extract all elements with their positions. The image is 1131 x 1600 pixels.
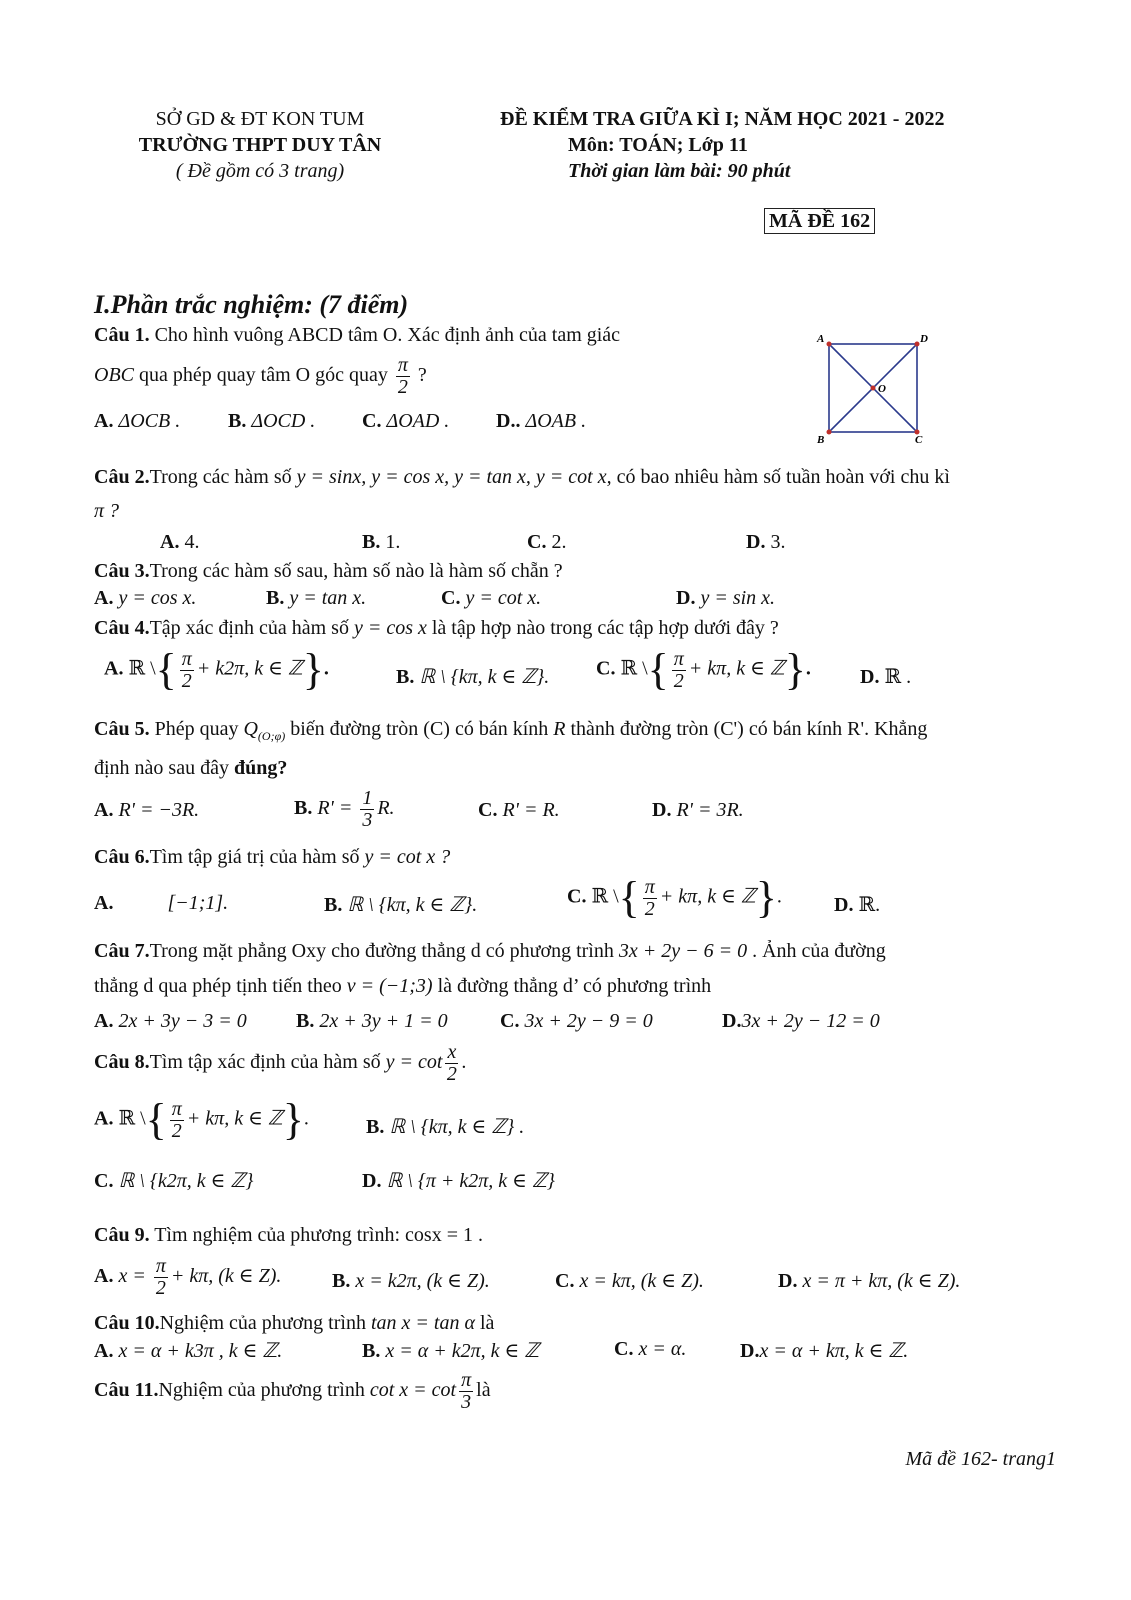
department-name: SỞ GD & ĐT KON TUM [155, 108, 365, 130]
q6-option-b[interactable]: B. ℝ \ {kπ, k ∈ ℤ}. [324, 894, 478, 916]
pages-note: ( Đề gồm có 3 trang) [175, 160, 345, 182]
q5-option-b[interactable]: B. R' = $\frac{1}{3}$ R. [294, 787, 395, 831]
q9-option-b[interactable]: B. x = k2π, (k ∈ Z). [332, 1270, 490, 1292]
q5-option-a[interactable]: A. R' = −3R. [94, 799, 200, 821]
q4-option-d[interactable]: D. ℝ . [860, 666, 912, 688]
q7-option-b[interactable]: B. 2x + 3y + 1 = 0 [296, 1010, 448, 1032]
q10-label: Câu 10. [94, 1312, 160, 1334]
q6-stem: Câu 6.Tìm tập giá trị của hàm số y = cot x ? [94, 846, 451, 868]
q5-label: Câu 5. [94, 718, 150, 740]
q3-option-b[interactable]: B. y = tan x. [266, 587, 367, 609]
q10-option-b[interactable]: B. x = α + k2π, k ∈ ℤ [362, 1340, 540, 1362]
q2-option-c[interactable]: C. 2. [527, 531, 567, 553]
q1-stem: Câu 1. Cho hình vuông ABCD tâm O. Xác định ảnh của tam giác [94, 324, 621, 346]
q3-option-c[interactable]: C. y = cot x. [441, 587, 542, 609]
square-figure [812, 330, 932, 445]
q7-stem-line2: thẳng d qua phép tịnh tiến theo v = (−1;3) là đường thẳng d’ có phương trình [94, 975, 712, 997]
q1-label: Câu 1. [94, 324, 150, 346]
q1-option-a[interactable]: A. ΔOCB . [94, 410, 181, 432]
q10-option-d[interactable]: D.x = α + kπ, k ∈ ℤ. [740, 1340, 909, 1362]
q7-option-d[interactable]: D.3x + 2y − 12 = 0 [722, 1010, 880, 1032]
page-footer: Mã đề 162- trang1 [905, 1448, 1056, 1470]
q3-option-a[interactable]: A. y = cos x. [94, 587, 197, 609]
exam-title: ĐỀ KIỂM TRA GIỮA KÌ I; NĂM HỌC 2021 - 2022 [500, 108, 945, 130]
q10-option-a[interactable]: A. x = α + k3π , k ∈ ℤ. [94, 1340, 283, 1362]
q6-option-a[interactable]: A. [−1;1]. [94, 892, 229, 914]
q4-stem: Câu 4.Tập xác định của hàm số y = cos x là tập hợp nào trong các tập hợp dưới đây ? [94, 617, 779, 639]
q7-option-c[interactable]: C. 3x + 2y − 9 = 0 [500, 1010, 653, 1032]
q8-label: Câu 8. [94, 1051, 150, 1074]
q11-stem: Câu 11.Nghiệm của phương trình cot x = cot $\frac{\pi}{3}$ là [94, 1369, 491, 1413]
vertex-d [915, 342, 920, 347]
section-title: I.Phần trắc nghiệm: (7 điểm) [94, 290, 409, 319]
q4-option-a[interactable]: A. ℝ \{ $\frac{\pi}{2}$ + k2π, k ∈ ℤ}. [104, 645, 329, 694]
school-name: TRƯỜNG THPT DUY TÂN [138, 134, 382, 156]
q8-stem: Câu 8.Tìm tập xác định của hàm số y = cot $\frac{x}{2}$ . [94, 1041, 467, 1085]
exam-code-box [764, 210, 875, 233]
vertex-b [827, 430, 832, 435]
q9-option-a[interactable]: A. x = $\frac{\pi}{2}$ + kπ, (k ∈ Z). [94, 1255, 282, 1299]
q9-option-c[interactable]: C. x = kπ, (k ∈ Z). [555, 1270, 704, 1292]
label-o: O [878, 383, 886, 395]
q9-option-d[interactable]: D. x = π + kπ, (k ∈ Z). [778, 1270, 961, 1292]
label-a: A [817, 333, 825, 345]
q10-option-c[interactable]: C. x = α. [614, 1338, 687, 1360]
q1-option-d[interactable]: D.. ΔOAB . [496, 410, 587, 432]
q4-option-b[interactable]: B. ℝ \ {kπ, k ∈ ℤ}. [396, 666, 550, 688]
q1-fraction: $\frac{\pi}{2}$ [397, 354, 408, 398]
subject-line: Môn: TOÁN; Lớp 11 [568, 134, 748, 156]
q2-option-a[interactable]: A. 4. [160, 531, 200, 553]
q1-option-b[interactable]: B. ΔOCD . [228, 410, 316, 432]
q3-option-d[interactable]: D. y = sin x. [676, 587, 776, 609]
q8-option-b[interactable]: B. ℝ \ {kπ, k ∈ ℤ} . [366, 1116, 525, 1138]
q6-option-c[interactable]: C. ℝ \{ $\frac{\pi}{2}$ + kπ, k ∈ ℤ}. [567, 873, 782, 922]
q7-label: Câu 7. [94, 940, 150, 962]
q5-option-d[interactable]: D. R' = 3R. [652, 799, 744, 821]
exam-code: MÃ ĐỀ 162 [764, 208, 875, 234]
label-d: D [920, 333, 928, 345]
vertex-a [827, 342, 832, 347]
q7-option-a[interactable]: A. 2x + 3y − 3 = 0 [94, 1010, 247, 1032]
q8-option-a[interactable]: A. ℝ \{ $\frac{\pi}{2}$ + kπ, k ∈ ℤ}. [94, 1095, 309, 1144]
q6-label: Câu 6. [94, 846, 150, 868]
q9-stem: Câu 9. Tìm nghiệm của phương trình: cosx = 1 . [94, 1224, 483, 1246]
q2-option-d[interactable]: D. 3. [746, 531, 786, 553]
q9-label: Câu 9. [94, 1224, 150, 1246]
q5-stem: Câu 5. Phép quay $Q_{(O;\varphi)}$ biến đường tròn (C) có bán kính R thành đường tròn (C') có bán kính R'. Khẳng [94, 718, 928, 743]
q4-label: Câu 4. [94, 617, 150, 639]
q11-label: Câu 11. [94, 1379, 159, 1402]
q4-option-c[interactable]: C. ℝ \{ $\frac{\pi}{2}$ + kπ, k ∈ ℤ}. [596, 645, 811, 694]
q1-option-c[interactable]: C. ΔOAD . [362, 410, 450, 432]
q6-option-d[interactable]: D. ℝ. [834, 894, 881, 916]
q7-stem: Câu 7.Trong mặt phẳng Oxy cho đường thẳng d có phương trình 3x + 2y − 6 = 0 . Ảnh của đường [94, 940, 886, 962]
label-b: B [817, 434, 825, 445]
time-line: Thời gian làm bài: 90 phút [568, 160, 791, 182]
q2-stem: Câu 2.Trong các hàm số y = sinx, y = cos x, y = tan x, y = cot x, có bao nhiêu hàm số tuần hoàn với chu kì [94, 466, 950, 488]
q2-stem-line2: π ? [94, 500, 120, 522]
q5-stem-line2: định nào sau đây đúng? [94, 757, 288, 779]
q3-stem: Câu 3.Trong các hàm số sau, hàm số nào là hàm số chẵn ? [94, 560, 563, 582]
q10-stem: Câu 10.Nghiệm của phương trình tan x = tan α là [94, 1312, 495, 1334]
q2-option-b[interactable]: B. 1. [362, 531, 401, 553]
q2-label: Câu 2. [94, 466, 150, 488]
label-c: C [915, 434, 923, 445]
q5-option-c[interactable]: C. R' = R. [478, 799, 560, 821]
center-o [871, 386, 876, 391]
q8-option-c[interactable]: C. ℝ \ {k2π, k ∈ ℤ} [94, 1170, 254, 1192]
q8-option-d[interactable]: D. ℝ \ {π + k2π, k ∈ ℤ} [362, 1170, 555, 1192]
q3-label: Câu 3. [94, 560, 150, 582]
q1-stem-line2: OBC qua phép quay tâm O góc quay $\frac{\pi}{2}$ ? [94, 354, 427, 398]
